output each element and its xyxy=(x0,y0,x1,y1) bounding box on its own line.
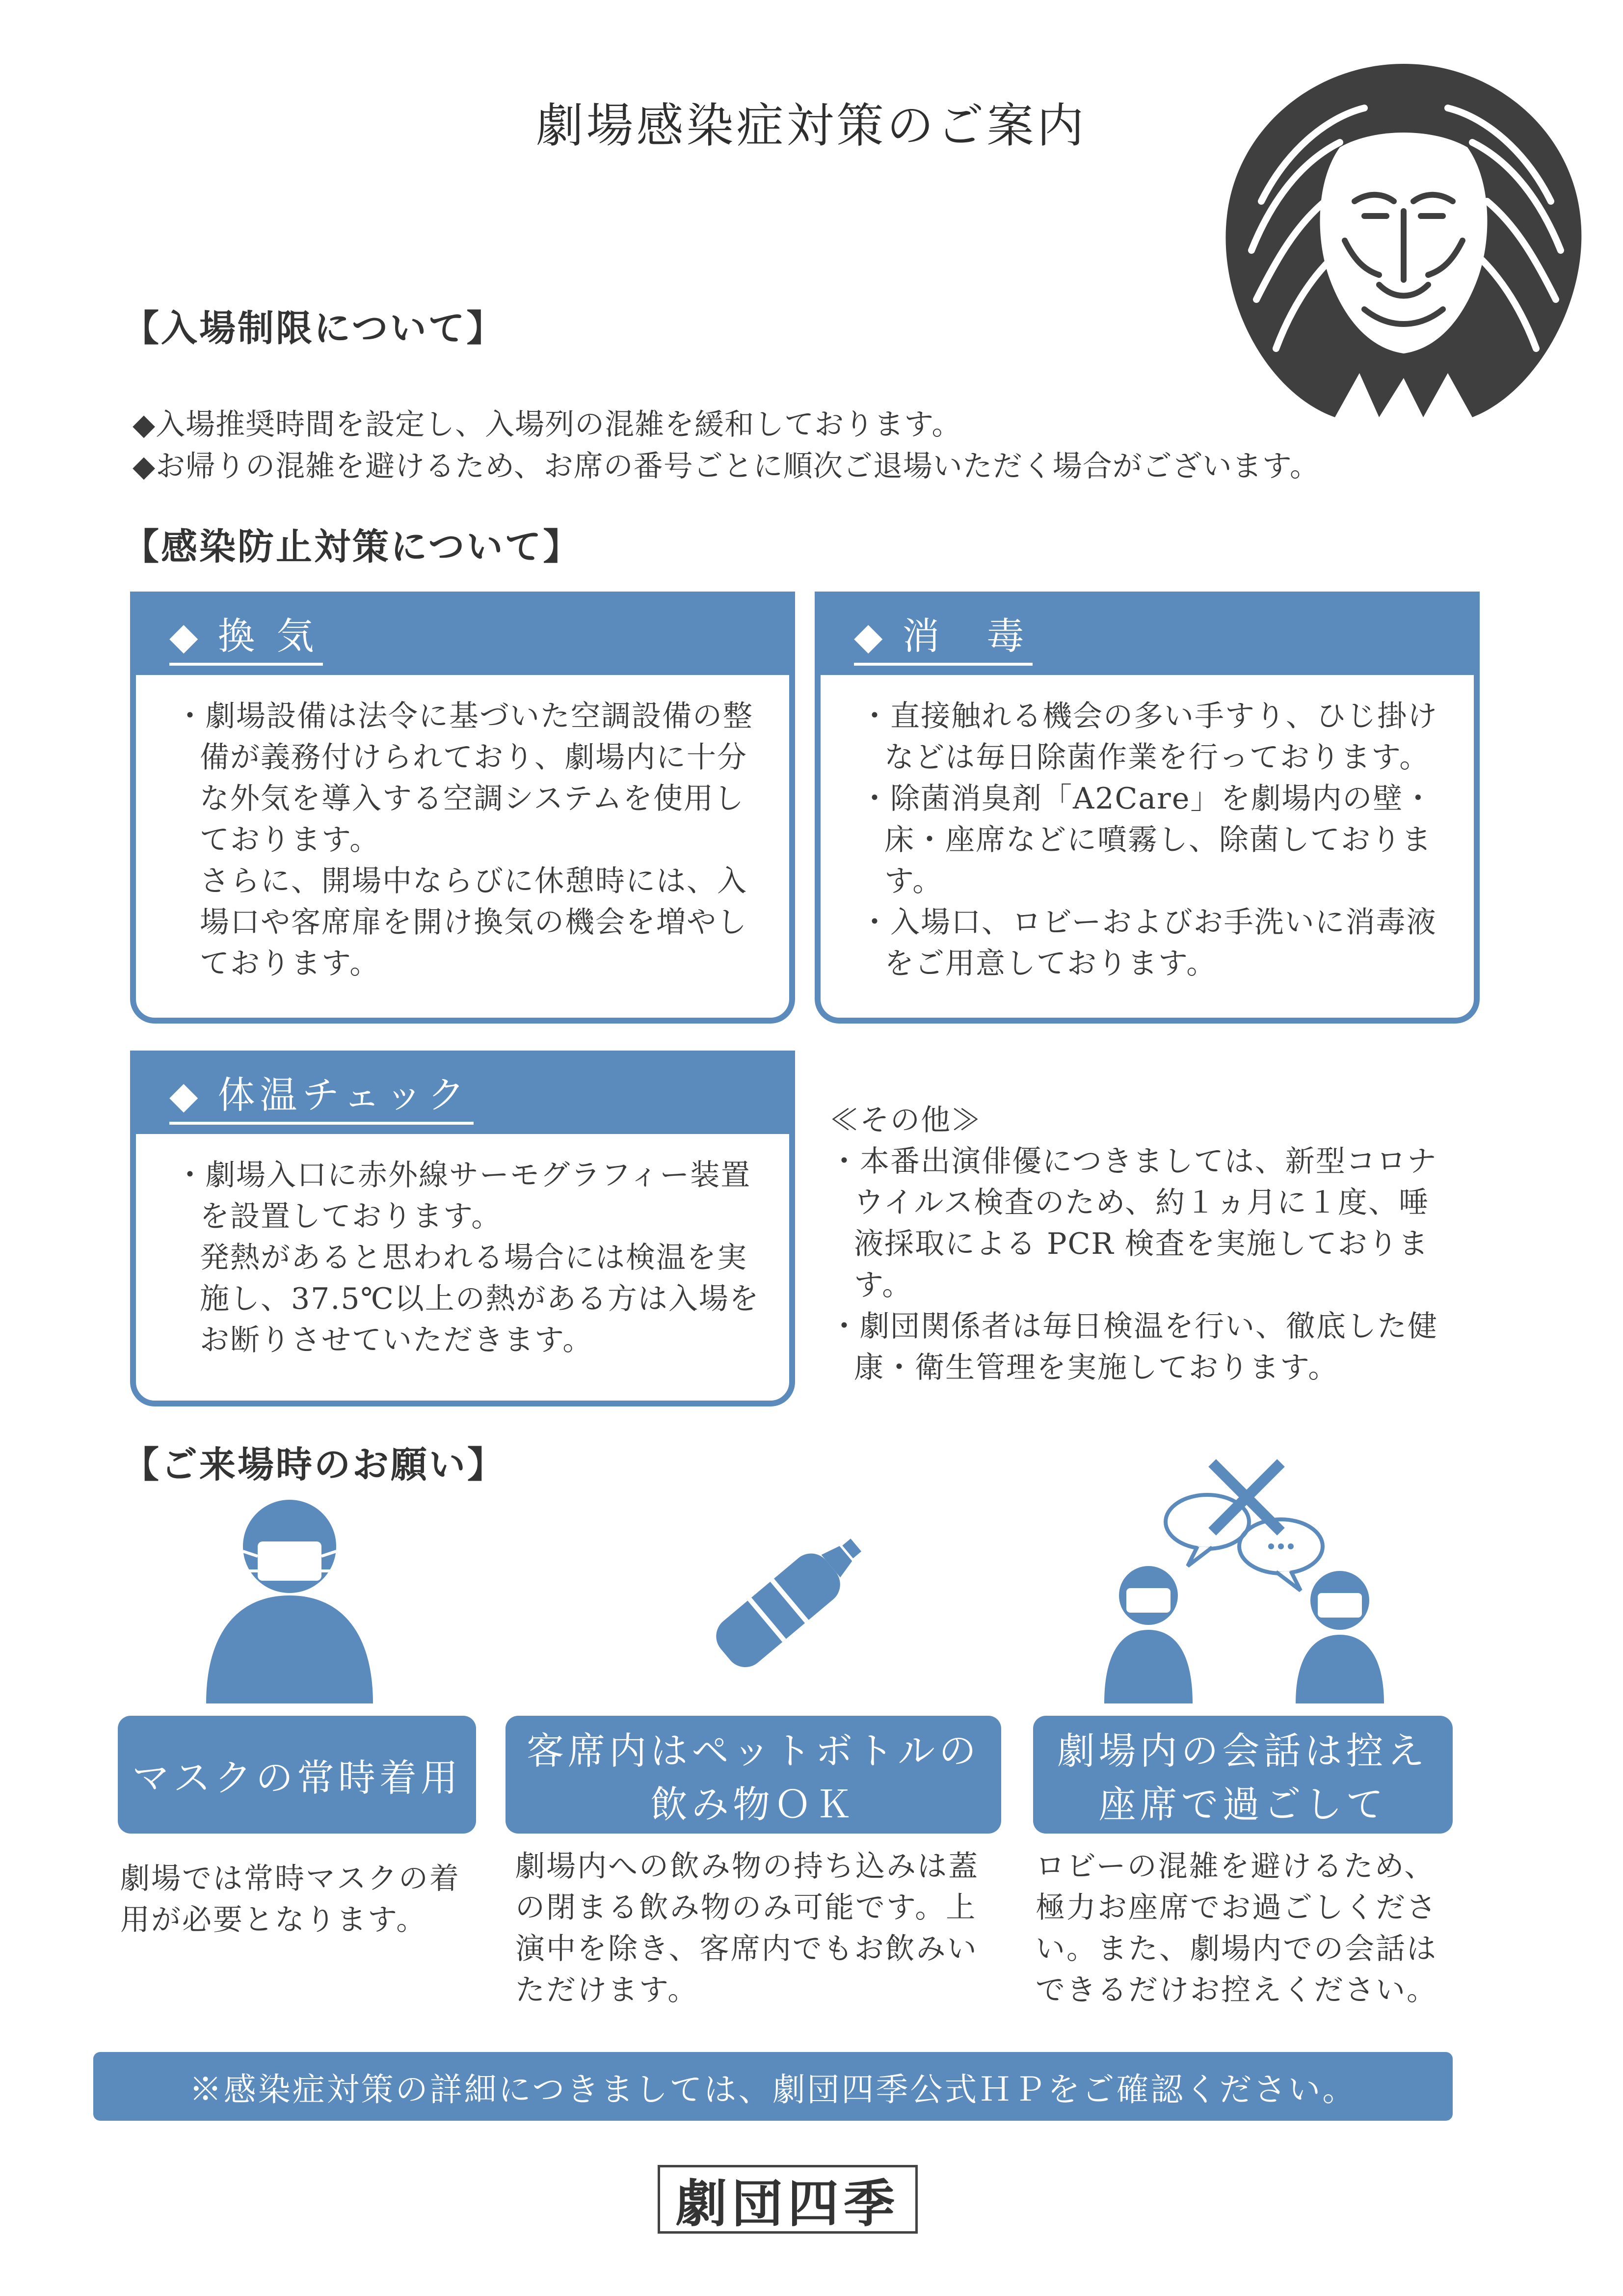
request-desc-mask: 劇場では常時マスクの着用が必要となります。 xyxy=(120,1862,460,1937)
request-heading: 【ご来場時のお願い】 xyxy=(123,1444,506,1486)
ventilation-box xyxy=(130,592,795,1024)
request-label-talk xyxy=(1033,1716,1453,1834)
box-title-text: 換 気 xyxy=(217,614,319,658)
no-talking-icon xyxy=(1104,1453,1409,1703)
mask-person-icon xyxy=(196,1497,383,1703)
request-label-line: 飲み物ＯＫ xyxy=(650,1783,856,1826)
request-label-mask xyxy=(118,1716,476,1834)
box-line: さらに、開場中ならびに休憩時には、入場口や客席扉を開け換気の機会を増やしております。 xyxy=(200,864,747,981)
shiki-logo: 劇団四季 xyxy=(658,2165,918,2234)
box-header xyxy=(815,592,1480,675)
request-desc-bottle: 劇場内への飲み物の持ち込みは蓋の閉まる飲み物のみ可能です。上演中を除き、客席内でもお飲みいただけます。 xyxy=(515,1849,979,2007)
request-label-line: 客席内はペットボトルの xyxy=(527,1729,980,1773)
prevention-heading: 【感染防止対策について】 xyxy=(123,526,582,568)
box-title xyxy=(854,606,1033,666)
box-title xyxy=(169,1065,474,1125)
box-header xyxy=(130,1051,795,1134)
temperature-box xyxy=(130,1051,795,1406)
other-heading: ≪その他≫ xyxy=(829,1103,982,1137)
request-label-line: 劇場内の会話は控え xyxy=(1057,1729,1429,1773)
admission-item: ◆お帰りの混雑を避けるため、お席の番号ごとに順次ご退場いただく場合がございます。 xyxy=(133,449,1320,484)
box-header xyxy=(130,592,795,675)
admission-heading: 【入場制限について】 xyxy=(123,307,505,350)
other-line: ・劇団関係者は毎日検温を行い、徹底した健康・衛生管理を実施しております。 xyxy=(829,1309,1438,1385)
box-line: 発熱があると思われる場合には検温を実施し、37.5℃以上の熱がある方は入場をお断りさせていただきます。 xyxy=(200,1241,760,1357)
diamond-icon: ◆ xyxy=(169,1073,203,1117)
box-line: ・劇場設備は法令に基づいた空調設備の整備が義務付けられており、劇場内に十分な外気を導入する空調システムを使用しております。 xyxy=(175,699,753,857)
box-body xyxy=(860,696,1444,984)
box-title-text: 消 毒 xyxy=(902,614,1029,658)
other-notes xyxy=(829,1100,1443,1388)
request-desc-talk: ロビーの混雑を避けるため、極力お座席でお過ごしください。また、劇場内での会話はできるだけお控えください。 xyxy=(1036,1849,1437,2007)
page-title: 劇場感染症対策のご案内 xyxy=(536,98,1087,153)
diamond-icon: ◆ xyxy=(854,614,888,658)
request-label-line: 座席で過ごして xyxy=(1098,1783,1387,1826)
info-banner: ※感染症対策の詳細につきましては、劇団四季公式ＨＰをご確認ください。 xyxy=(93,2052,1453,2121)
box-title-text: 体温チェック xyxy=(217,1073,470,1117)
box-body xyxy=(175,696,760,984)
box-body xyxy=(175,1155,760,1361)
bottle-icon xyxy=(677,1507,883,1703)
request-label-bottle xyxy=(506,1716,1001,1834)
diamond-icon: ◆ xyxy=(169,614,203,658)
lion-logo-icon xyxy=(1217,54,1590,427)
box-line: ・直接触れる機会の多い手すり、ひじ掛けなどは毎日除菌作業を行っております。 xyxy=(860,699,1438,775)
other-line: ・本番出演俳優につきましては、新型コロナウイルス検査のため、約１ヵ月に１度、唾液採取による PCR 検査を実施しております。 xyxy=(829,1144,1437,1302)
admission-item: ◆入場推奨時間を設定し、入場列の混雑を緩和しております。 xyxy=(133,407,962,442)
box-title xyxy=(169,606,323,666)
request-label-line: マスクの常時着用 xyxy=(132,1756,462,1800)
disinfection-box xyxy=(815,592,1480,1024)
box-line: ・劇場入口に赤外線サーモグラフィー装置を設置しております。 xyxy=(175,1158,751,1234)
box-line: ・除菌消臭剤「A2Care」を劇場内の壁・床・座席などに噴霧し、除菌しております。 xyxy=(860,782,1434,898)
box-line: ・入場口、ロビーおよびお手洗いに消毒液をご用意しております。 xyxy=(860,905,1437,981)
